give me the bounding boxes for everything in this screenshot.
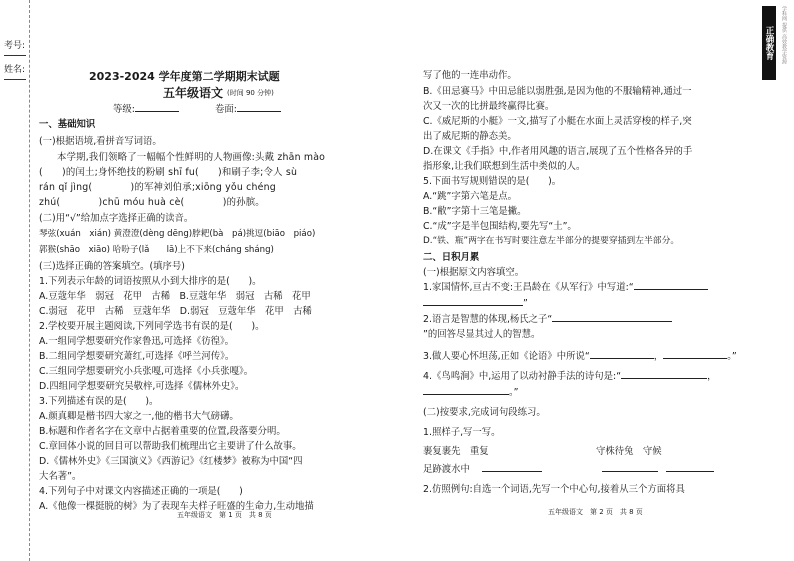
part-pinyin-heading: (一)根据语境,看拼音写词语。: [39, 136, 162, 147]
name-line: [4, 79, 26, 80]
page-footer-1: 五年级语文 第 1 页 共 8 页: [177, 511, 272, 519]
example-words: 足跡渡水中: [423, 465, 714, 474]
part-reading-heading: (二)用“√”给加点字选择正确的读音。: [39, 213, 194, 224]
question-5: 5.下面书写规则错误的是( )。: [423, 176, 562, 187]
neatness-label: 卷面:: [215, 105, 281, 114]
option: B.标题和作者名字在文章中占据着重要的位置,段落要分明。: [39, 426, 286, 437]
text-line: 写了他的一连串动作。: [423, 70, 517, 81]
exam-no-line: [4, 55, 26, 56]
option: A.《他像一棵挺脱的树》为了表现车夫样子旺盛的生命力,生动地描: [39, 501, 314, 512]
pinyin-line: ( )的闰土;身怀绝技的粉刷 shī fu( )和刷子李;令人 sù: [39, 167, 298, 178]
fill-question-4-line: 。”: [423, 388, 519, 397]
question-2: 2.学校要开展主题阅读,下列同学选书有误的是( )。: [39, 321, 265, 332]
exam-title: 2023-2024 学年度第二学期期末试题: [89, 70, 280, 83]
option: A.“跳”字第六笔是点。: [423, 191, 517, 202]
fill-question-3: 3.做人要心怀坦荡,正如《论语》中所说“ ， 。”: [423, 351, 737, 362]
option: D.《儒林外史》《三国演义》《西游记》《红楼梦》被称为中国“四: [39, 456, 303, 467]
option: D.“铁、瓶”两字在书写时要注意左半部分的提要穿插到左半部分。: [423, 236, 680, 246]
page-footer-2: 五年级语文 第 2 页 共 8 页: [548, 508, 643, 516]
part-choice-heading: (三)选择正确的答案填空。(填序号): [39, 261, 185, 272]
exam-subtitle: 五年级语文: [163, 86, 224, 100]
option-continued: 出了威尼斯的静态美。: [423, 131, 517, 142]
option-continued: 次又一次的比拼最终赢得比赛。: [423, 101, 555, 112]
fill-question-1: 1.家国情怀,亘古不变:王昌龄在《从军行》中写道:“: [423, 283, 708, 292]
logo: 正确教育: [762, 6, 776, 80]
option: D.在课文《手指》中,作者用风趣的语言,展现了五个性格各异的手: [423, 146, 693, 157]
option: C.三组同学想要研究小兵张嘎,可选择《小兵张嘎》。: [39, 366, 254, 377]
fill-question-2-tail: ”的回答尽显其过人的智慧。: [423, 329, 541, 340]
part-exercise-heading: (二)按要求,完成词句段练习。: [423, 407, 546, 418]
pinyin-line: rán qǐ jìng( )的军神刘伯承;xiōng yǒu chéng: [39, 182, 276, 193]
exercise-2: 2.仿照例句:自选一个词语,先写一个中心句,接着从三个方面将具: [423, 484, 685, 495]
pinyin-line: zhú( )chū móu huà cè( )的孙膑。: [39, 197, 265, 208]
question-3: 3.下列描述有误的是( )。: [39, 396, 159, 407]
option-continued: 指形象,让我们联想到生活中类似的人。: [423, 161, 586, 172]
pinyin-line: 本学期,我们领略了一幅幅个性鲜明的人物画像:头戴 zhān mào: [57, 152, 326, 163]
section-basic-knowledge: 一、基础知识: [39, 119, 96, 130]
option: B.“敝”字第十三笔是撇。: [423, 206, 527, 217]
reading-line: 琴弦(xuán xián) 黄澄澄(dèng dēng)脖耙(bà pá)挑逗(biāo piáo): [39, 229, 316, 239]
option: B.二组同学想要研究萧红,可选择《呼兰河传》。: [39, 351, 235, 362]
binding-line: [29, 0, 30, 561]
question-4: 4.下列句子中对课文内容描述正确的一项是( ): [39, 486, 243, 497]
option: A.一组同学想要研究作家鲁迅,可选择《彷徨》。: [39, 336, 235, 347]
option-row: A.豆蔻年华 弱冠 花甲 古稀 B.豆蔻年华 弱冠 古稀 花甲: [39, 291, 311, 302]
exercise-1: 1.照样子,写一写。: [423, 427, 501, 438]
fill-question-2: 2.语言是智慧的体现,杨氏之子“: [423, 315, 672, 324]
option: B.《田忌赛马》中田忌能以弱胜强,是因为他的不服输精神,通过一: [423, 86, 692, 97]
exam-no-label: 考号:: [4, 41, 26, 51]
option-row: C.弱冠 花甲 古稀 豆蔻年华 D.弱冠 豆蔻年华 花甲 古稀: [39, 306, 312, 317]
logo-subtext: 学科网 提供 高效教学资源: [781, 6, 787, 65]
section-accumulation: 二、日积月累: [423, 252, 480, 263]
example-words: 守株待兔 守候: [596, 446, 662, 457]
fill-question-1-line: ”: [423, 299, 528, 308]
option-continued: 大名著”。: [39, 471, 82, 482]
example-words: 裹复裹先 重复: [423, 446, 489, 457]
question-1: 1.下列表示年龄的词语按照从小到大排序的是( )。: [39, 276, 262, 287]
option: C.《威尼斯的小艇》一文,描写了小艇在水面上灵活穿梭的样子,突: [423, 116, 692, 127]
name-label: 姓名:: [4, 65, 26, 75]
option: C.“成”字是半包围结构,要先写“土”。: [423, 221, 577, 232]
fill-question-4: 4.《鸟鸣涧》中,运用了以动衬静手法的诗句是:“ ，: [423, 371, 717, 382]
option: C.章回体小说的回目可以帮助我们梳理出它主要讲了什么故事。: [39, 441, 302, 452]
grade-label: 等级:: [113, 105, 179, 114]
time-note: (时间 90 分钟): [227, 89, 274, 97]
part-fill-heading: (一)根据原文内容填空。: [423, 267, 525, 278]
option: A.颜真卿是楷书四大家之一,他的楷书大气磅礴。: [39, 411, 239, 422]
option: D.四组同学想要研究吴敬梓,可选择《儒林外史》。: [39, 381, 245, 392]
reading-line: 郭猴(shāo xiāo) 哈吩子(lǎ lā)上不下来(cháng sháng): [39, 245, 274, 255]
